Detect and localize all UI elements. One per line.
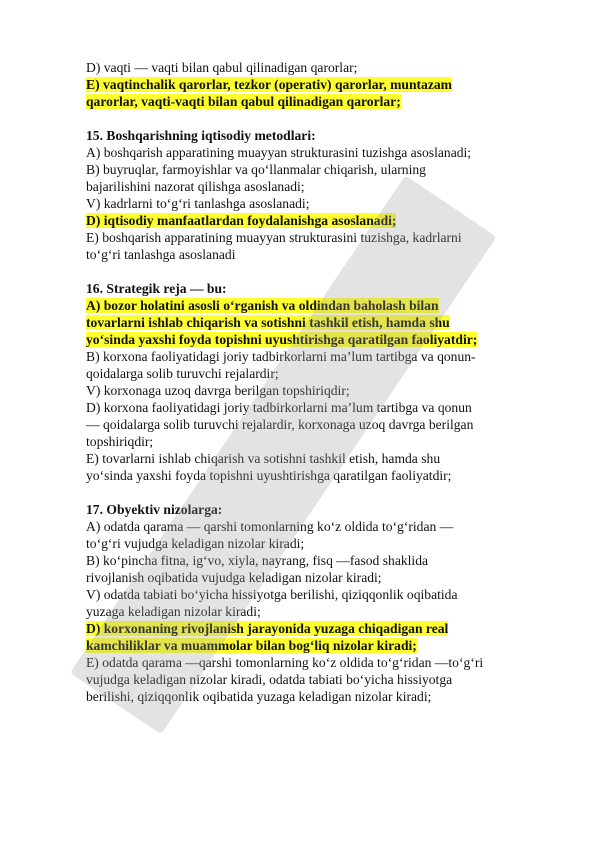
text-line <box>86 144 566 161</box>
text-line-content: 16. Strategik reja — bu: <box>86 281 227 296</box>
text-line <box>86 76 566 93</box>
text-line-content: E) odatda qarama —qarshi tomonlarning ko‘z oldida to‘g‘ridan —to‘g‘ri <box>86 655 484 670</box>
text-line <box>86 331 566 348</box>
text-line-content: kamchiliklar va muammolar bilan bog‘liq nizolar kiradi; <box>86 638 417 653</box>
text-line-content: tovarlarni ishlab chiqarish va sotishni tashkil etish, hamda shu <box>86 315 450 330</box>
text-line-content: bajarilishini nazorat qilishga asoslanadi; <box>86 179 305 194</box>
text-line <box>86 127 566 144</box>
text-line-content: A) boshqarish apparatining muayyan strukturasini tuzishga asoslanadi; <box>86 145 472 160</box>
answer-option <box>86 59 566 76</box>
text-line <box>86 501 566 518</box>
text-line-content: E) tovarlarni ishlab chiqarish va sotishni tashkil etish, hamda shu <box>86 451 441 466</box>
text-line <box>86 178 566 195</box>
text-line <box>86 382 566 399</box>
answer-option <box>86 518 566 552</box>
text-line-content: V) kadrlarni to‘g‘ri tanlashga asoslanadi; <box>86 196 310 211</box>
text-line-content: yuzaga keladigan nizolar kiradi; <box>86 604 261 619</box>
text-line-content: yo‘sinda yaxshi foyda topishni uyushtirishga qaratilgan faoliyatdir; <box>86 332 478 347</box>
answer-option <box>86 654 566 705</box>
text-line-content: — qoidalarga solib turuvchi rejalardir, korxonaga uzoq davrga berilgan <box>86 417 474 432</box>
text-line-content: E) vaqtinchalik qarorlar, tezkor (operativ) qarorlar, muntazam <box>86 77 453 92</box>
answer-option <box>86 229 566 263</box>
text-line <box>86 161 566 178</box>
question-title <box>86 127 566 144</box>
text-line-content: E) boshqarish apparatining muayyan strukturasini tuzishga, kadrlarni <box>86 230 462 245</box>
text-line <box>86 59 566 76</box>
text-line <box>86 603 566 620</box>
text-line <box>86 569 566 586</box>
text-line-content: B) korxona faoliyatidagi joriy tadbirkorlarni ma’lum tartibga va qonun- <box>86 349 476 364</box>
document-page <box>86 59 566 705</box>
text-line <box>86 671 566 688</box>
text-line-content: qoidalarga solib turuvchi rejalardir; <box>86 366 279 381</box>
text-line <box>86 365 566 382</box>
question-title <box>86 501 566 518</box>
text-line-content: D) korxona faoliyatidagi joriy tadbirkorlarni ma’lum tartibga va qonun <box>86 400 472 415</box>
text-line <box>86 433 566 450</box>
text-line-content: vujudga keladigan nizolar kiradi, odatda tabiati bo‘yicha hissiyotga <box>86 672 453 687</box>
correct-answer-option <box>86 212 566 229</box>
text-line-content: D) iqtisodiy manfaatlardan foydalanishga asoslanadi; <box>86 213 397 228</box>
text-line <box>86 416 566 433</box>
text-line <box>86 246 566 263</box>
text-line-content: A) bozor holatini asosli o‘rganish va oldindan baholash bilan <box>86 298 439 313</box>
correct-answer-option <box>86 620 566 654</box>
text-line-content: D) vaqti — vaqti bilan qabul qilinadigan qarorlar; <box>86 60 358 75</box>
question-title <box>86 280 566 297</box>
text-line <box>86 280 566 297</box>
text-line <box>86 688 566 705</box>
text-line-content: topshiriqdir; <box>86 434 154 449</box>
text-line-content: A) odatda qarama — qarshi tomonlarning ko‘z oldida to‘g‘ridan — <box>86 519 454 534</box>
text-line-content: B) ko‘pincha fitna, ig‘vo, xiyla, nayrang, fisq —fasod shaklida <box>86 553 429 568</box>
text-line <box>86 620 566 637</box>
correct-answer-option <box>86 297 566 348</box>
text-line-content: B) buyruqlar, farmoyishlar va qo‘llanmalar chiqarish, ularning <box>86 162 426 177</box>
text-line-content: to‘g‘ri tanlashga asoslanadi <box>86 247 236 262</box>
text-line-content: D) korxonaning rivojlanish jarayonida yuzaga chiqadigan real <box>86 621 449 636</box>
answer-option <box>86 586 566 620</box>
text-line-content: 17. Obyektiv nizolarga: <box>86 502 223 517</box>
answer-option <box>86 144 566 161</box>
correct-answer-option <box>86 76 566 110</box>
text-line <box>86 195 566 212</box>
answer-option <box>86 382 566 399</box>
text-line <box>86 212 566 229</box>
text-line-content: 15. Boshqarishning iqtisodiy metodlari: <box>86 128 316 143</box>
text-line <box>86 535 566 552</box>
text-line-content: berilishi, qiziqqonlik oqibatida yuzaga keladigan nizolar kiradi; <box>86 689 432 704</box>
text-line <box>86 297 566 314</box>
answer-option <box>86 161 566 195</box>
text-line-content: V) odatda tabiati bo‘yicha hissiyotga berilishi, qiziqqonlik oqibatida <box>86 587 458 602</box>
text-line-content: yo‘sinda yaxshi foyda topishni uyushtirishga qaratilgan faoliyatdir; <box>86 468 452 483</box>
text-line <box>86 552 566 569</box>
text-line-content: V) korxonaga uzoq davrga berilgan topshiriqdir; <box>86 383 350 398</box>
text-line <box>86 314 566 331</box>
text-line <box>86 467 566 484</box>
text-line <box>86 586 566 603</box>
text-line <box>86 654 566 671</box>
answer-option <box>86 348 566 382</box>
text-line <box>86 93 566 110</box>
text-line <box>86 348 566 365</box>
text-line-content: qarorlar, vaqti-vaqti bilan qabul qilinadigan qarorlar; <box>86 94 401 109</box>
paragraph-gap <box>86 263 566 280</box>
answer-option <box>86 399 566 450</box>
answer-option <box>86 552 566 586</box>
text-line <box>86 518 566 535</box>
answer-option <box>86 195 566 212</box>
text-line <box>86 229 566 246</box>
text-line <box>86 450 566 467</box>
text-line <box>86 637 566 654</box>
paragraph-gap <box>86 110 566 127</box>
text-line <box>86 399 566 416</box>
text-line-content: to‘g‘ri vujudga keladigan nizolar kiradi; <box>86 536 305 551</box>
paragraph-gap <box>86 484 566 501</box>
answer-option <box>86 450 566 484</box>
text-line-content: rivojlanish oqibatida vujudga keladigan nizolar kiradi; <box>86 570 382 585</box>
